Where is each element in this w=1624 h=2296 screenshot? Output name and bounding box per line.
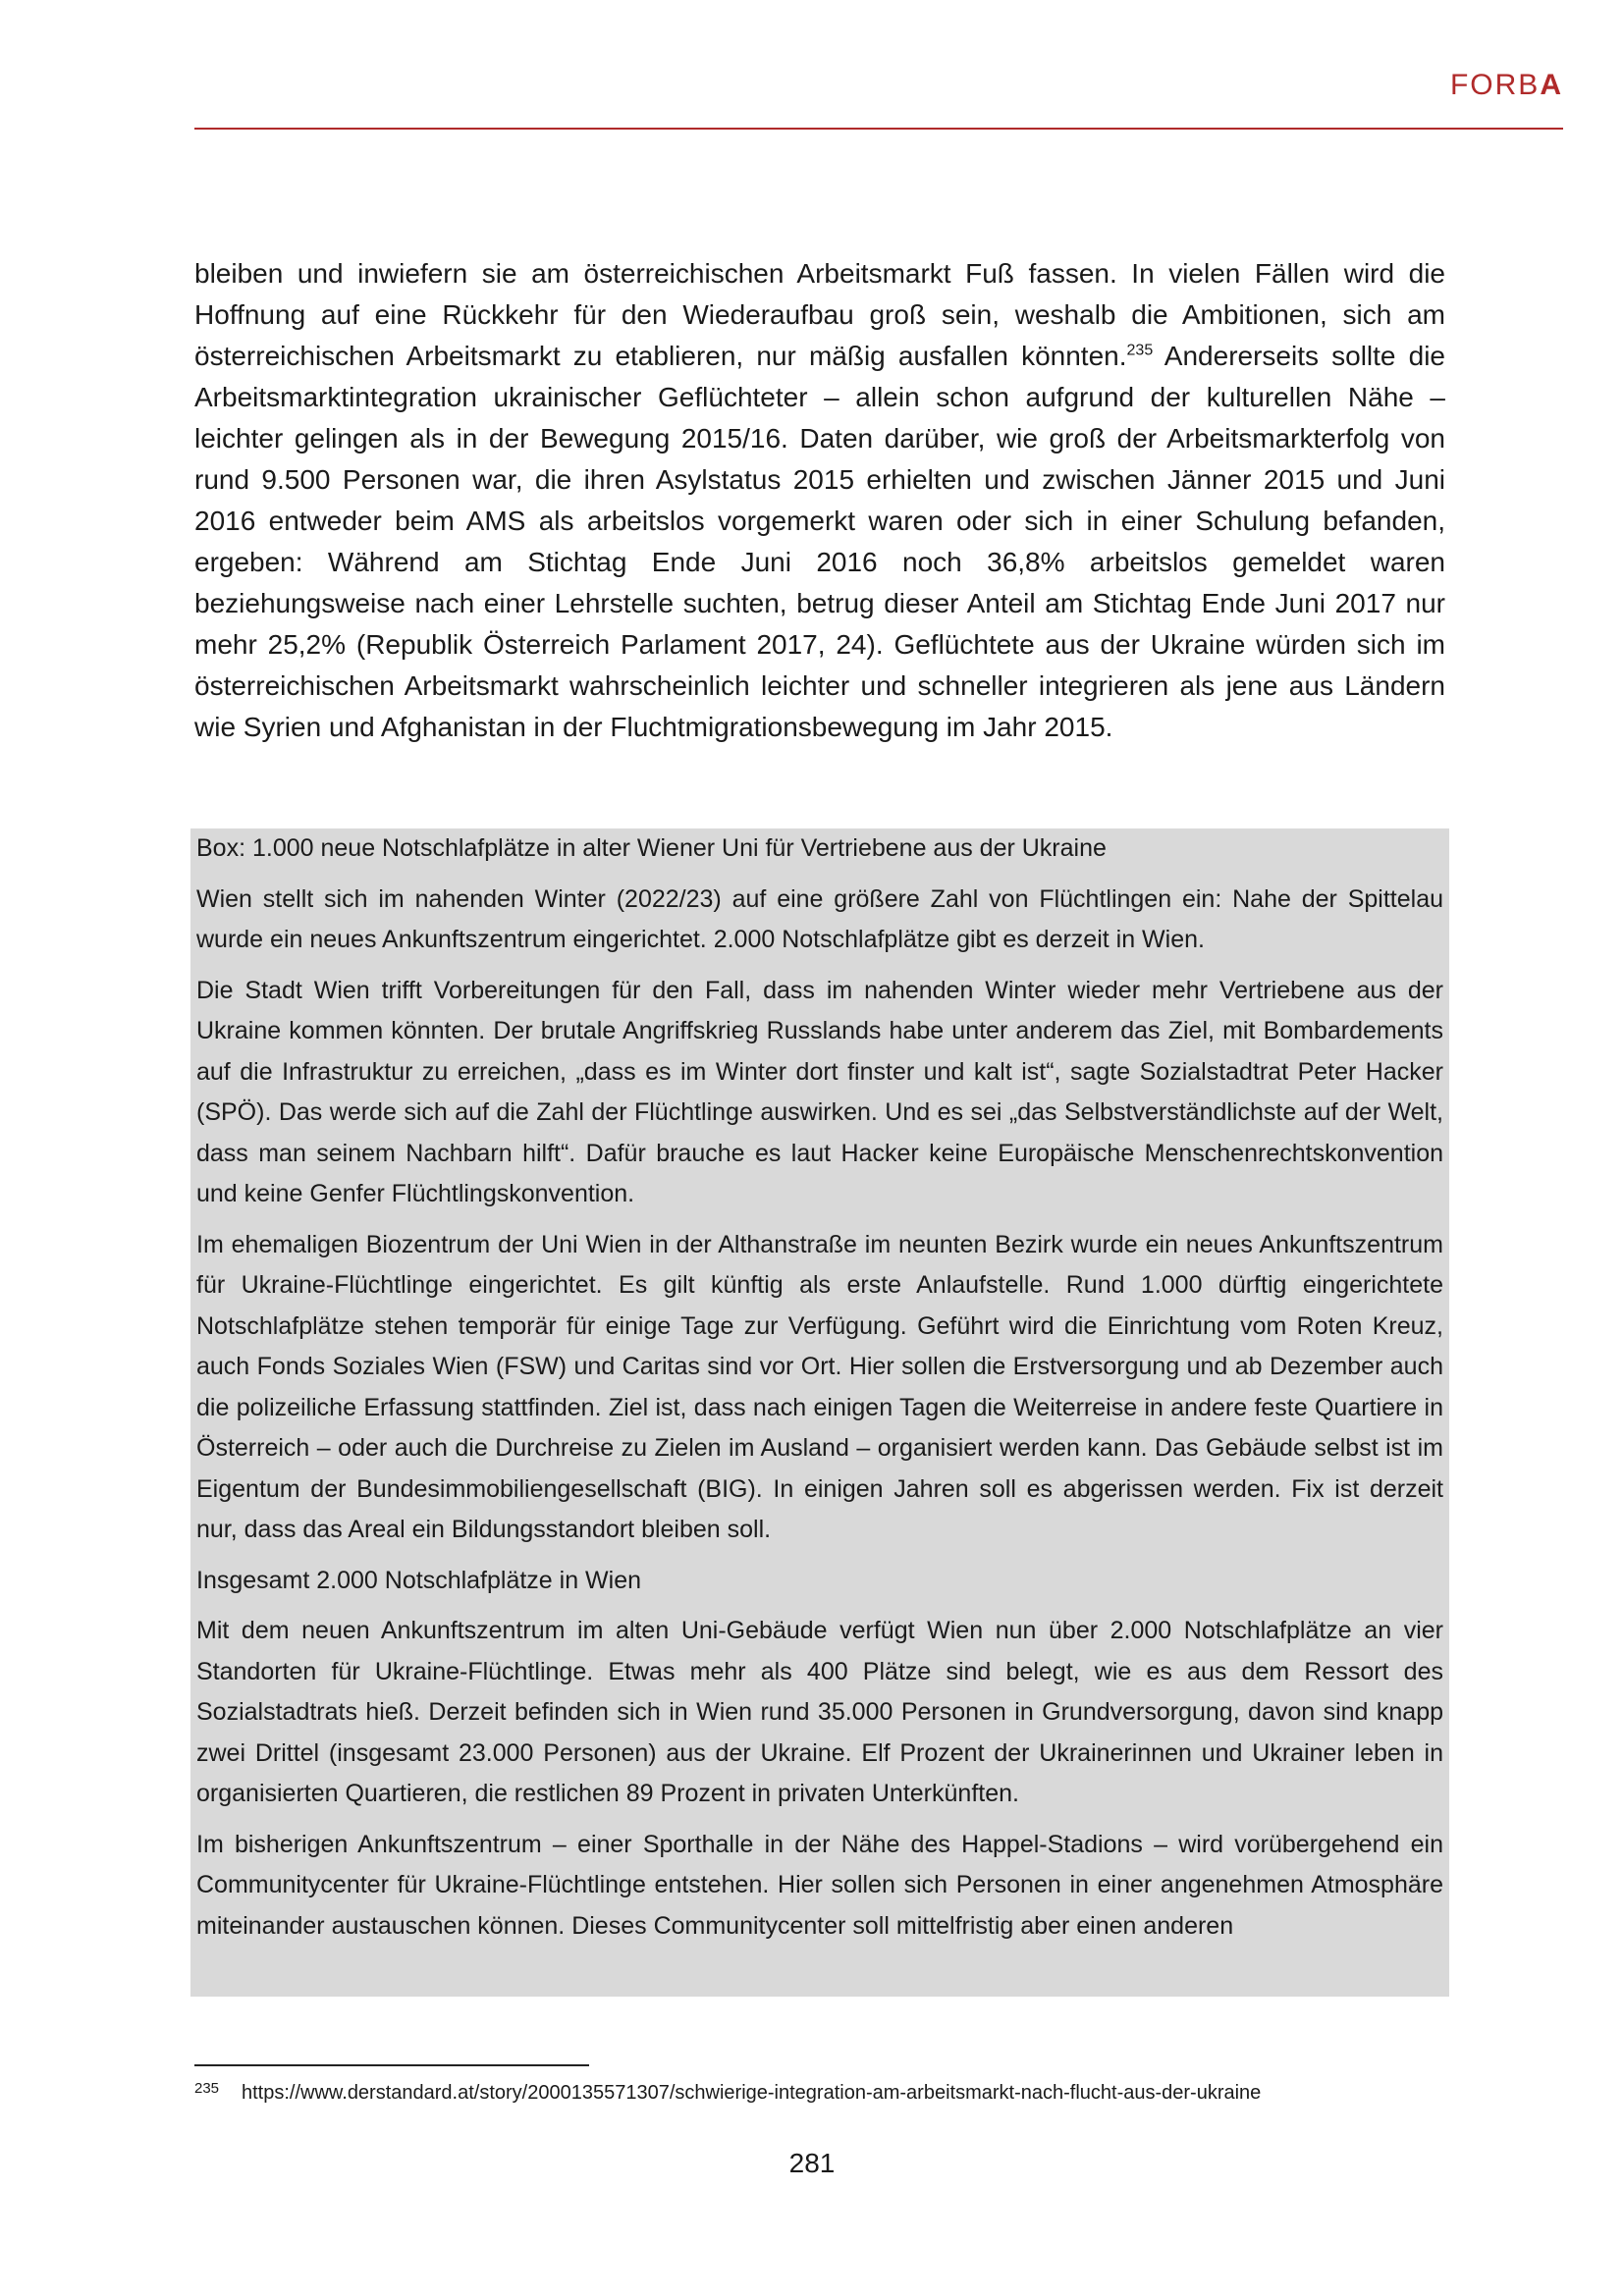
logo-accent: A	[1540, 69, 1563, 101]
main-paragraph-part2: Andererseits sollte die Arbeitsmarktintegration ukrainischer Geflüchteter – allein schon aufgrund der kulturellen Nähe – leichter gelingen als in der Bewegung 2015/16. Daten darüber, wie groß der Arbeitsmarkterfolg von rund 9.500 Personen war, die ihren Asylstatus 2015 erhielten und zwischen Jänner 2015 und Juni 2016 entweder beim AMS als arbeitslos vorgemerkt waren oder sich in einer Schulung befanden, ergeben: Während am Stichtag Ende Juni 2016 noch 36,8% arbeitslos gemeldet waren beziehungsweise nach einer Lehrstelle suchten, betrug dieser Anteil am Stichtag Ende Juni 2017 nur mehr 25,2% (Republik Österreich Parlament 2017, 24). Geflüchtete aus der Ukraine würden sich im österreichischen Arbeitsmarkt wahrscheinlich leichter und schneller integrieren als jene aus Ländern wie Syrien und Afghanistan in der Fluchtmigrationsbewegung im Jahr 2015.	[194, 341, 1445, 742]
box-paragraph-1: Wien stellt sich im nahenden Winter (2022/23) auf eine größere Zahl von Flüchtlingen ein: Nahe der Spittelau wurde ein neues Ankunftszentrum eingerichtet. 2.000 Notschlafplätze gibt es derzeit in Wien.	[196, 884, 1443, 953]
info-box	[190, 828, 1449, 1997]
footnote	[194, 2079, 1445, 2107]
main-paragraph	[194, 253, 1445, 748]
main-paragraph-part1: bleiben und inwiefern sie am österreichischen Arbeitsmarkt Fuß fassen. In vielen Fällen wird die Hoffnung auf eine Rückkehr für den Wiederaufbau groß sein, weshalb die Ambitionen, sich am österreichischen Arbeitsmarkt zu etablieren, nur mäßig ausfallen könnten.	[194, 258, 1445, 371]
forba-logo	[1450, 69, 1563, 102]
box-paragraph-4: Mit dem neuen Ankunftszentrum im alten Uni-Gebäude verfügt Wien nun über 2.000 Notschlafplätze an vier Standorten für Ukraine-Flüchtlinge. Etwas mehr als 400 Plätze sind belegt, wie es aus dem Ressort des Sozialstadtrats hieß. Derzeit befinden sich in Wien rund 35.000 Personen in Grundversorgung, davon sind knapp zwei Drittel (insgesamt 23.000 Personen) aus der Ukraine. Elf Prozent der Ukrainerinnen und Ukrainer leben in organisierten Quartieren, die restlichen 89 Prozent in privaten Unterkünften.	[196, 1617, 1443, 1807]
box-paragraph-5: Im bisherigen Ankunftszentrum – einer Sporthalle in der Nähe des Happel-Stadions – wird vorübergehend ein Communitycenter für Ukraine-Flüchtlinge entstehen. Hier sollen sich Personen in einer angenehmen Atmosphäre miteinander austauschen können. Dieses Communitycenter soll mittelfristig aber einen anderen	[196, 1830, 1443, 1940]
logo-text: FORB	[1449, 69, 1541, 101]
footnote-link[interactable]: https://www.derstandard.at/story/2000135571307/schwierige-integration-am-arbeitsmarkt-nach-flucht-aus-der-ukraine	[242, 2082, 1262, 2104]
header-rule	[194, 128, 1563, 130]
box-paragraph-3: Im ehemaligen Biozentrum der Uni Wien in der Althanstraße im neunten Bezirk wurde ein neues Ankunftszentrum für Ukraine-Flüchtlinge eingerichtet. Es gilt künftig als erste Anlaufstelle. Rund 1.000 dürftig eingerichtete Notschlafplätze stehen temporär für einige Tage zur Verfügung. Geführt wird die Einrichtung vom Roten Kreuz, auch Fonds Soziales Wien (FSW) und Caritas sind vor Ort. Hier sollen die Erstversorgung und ab Dezember auch die polizeiliche Erfassung stattfinden. Ziel ist, dass nach einigen Tagen die Weiterreise in andere feste Quartiere in Österreich – oder auch die Durchreise zu Zielen im Ausland – organisiert werden kann. Das Gebäude selbst ist im Eigentum der Bundesimmobiliengesellschaft (BIG). In einigen Jahren soll es abgerissen werden. Fix ist derzeit nur, dass das Areal ein Bildungsstandort bleiben soll.	[196, 1230, 1443, 1543]
box-subheading: Insgesamt 2.000 Notschlafplätze in Wien	[196, 1566, 642, 1594]
box-title: Box: 1.000 neue Notschlafplätze in alter Wiener Uni für Vertriebene aus der Ukraine	[196, 834, 1107, 862]
footnote-number: 235	[194, 2080, 220, 2097]
footnote-rule	[194, 2064, 589, 2066]
page-number: 281	[788, 2148, 836, 2178]
footnote-reference[interactable]: 235	[1126, 342, 1154, 359]
box-paragraph-2: Die Stadt Wien trifft Vorbereitungen für den Fall, dass im nahenden Winter wieder mehr Vertriebene aus der Ukraine kommen könnten. Der brutale Angriffskrieg Russlands habe unter anderem das Ziel, mit Bombardements auf die Infrastruktur zu erreichen, „dass es im Winter dort finster und kalt ist“, sagte Sozialstadtrat Peter Hacker (SPÖ). Das werde sich auf die Zahl der Flüchtlinge auswirken. Und es sei „das Selbstverständlichste auf der Welt, dass man seinem Nachbarn hilft“. Dafür brauche es laut Hacker keine Europäische Menschenrechtskonvention und keine Genfer Flüchtlingskonvention.	[196, 976, 1443, 1207]
